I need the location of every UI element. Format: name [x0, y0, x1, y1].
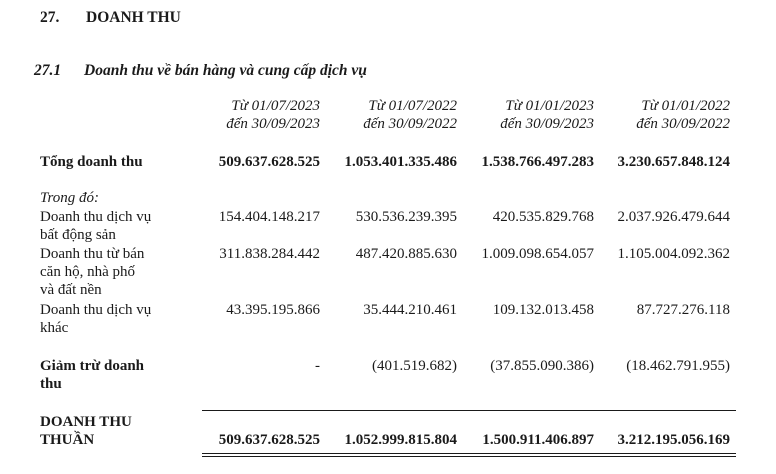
of-which-label: Trong đó: — [40, 190, 100, 206]
realestate-services-label-line2: bất động sản — [40, 227, 116, 243]
other-services-value-1: 43.395.195.866 — [226, 302, 320, 318]
net-revenue-value-4: 3.212.195.056.169 — [617, 432, 730, 448]
other-services-value-3: 109.132.013.458 — [492, 302, 594, 318]
column-header-2-line2: đến 30/09/2022 — [363, 116, 457, 132]
total-revenue-label: Tổng doanh thu — [40, 154, 143, 170]
deductions-value-3: (37.855.090.386) — [490, 358, 594, 374]
net-revenue-value-1: 509.637.628.525 — [218, 432, 320, 448]
section-number: 27. — [40, 9, 60, 26]
column-header-2-line1: Từ 01/07/2022 — [368, 98, 457, 114]
total-revenue-value-3: 1.538.766.497.283 — [481, 154, 594, 170]
net-revenue-value-3: 1.500.911.406.897 — [482, 432, 594, 448]
net-double-underline-1 — [202, 453, 736, 454]
property-sales-value-3: 1.009.098.654.057 — [481, 246, 594, 262]
realestate-services-label-line1: Doanh thu dịch vụ — [40, 209, 152, 225]
subsection-number: 27.1 — [34, 62, 62, 79]
deductions-label-line1: Giảm trừ doanh — [40, 358, 145, 374]
property-sales-value-1: 311.838.284.442 — [219, 246, 320, 262]
section-title: DOANH THU — [86, 9, 181, 26]
other-services-label-line1: Doanh thu dịch vụ — [40, 302, 152, 318]
total-revenue-value-1: 509.637.628.525 — [218, 154, 320, 170]
property-sales-value-4: 1.105.004.092.362 — [617, 246, 730, 262]
column-header-1-line1: Từ 01/07/2023 — [231, 98, 320, 114]
net-revenue-label-line1: DOANH THU — [40, 414, 132, 430]
column-header-1-line2: đến 30/09/2023 — [226, 116, 320, 132]
other-services-label-line2: khác — [40, 320, 69, 336]
deductions-value-2: (401.519.682) — [372, 358, 457, 374]
net-revenue-value-2: 1.052.999.815.804 — [344, 432, 457, 448]
property-sales-label-line2: căn hộ, nhà phố — [40, 264, 135, 280]
realestate-services-value-3: 420.535.829.768 — [492, 209, 594, 225]
net-revenue-label-line2: THUẦN — [40, 432, 95, 448]
column-header-4-line2: đến 30/09/2022 — [636, 116, 730, 132]
property-sales-value-2: 487.420.885.630 — [355, 246, 457, 262]
column-header-4-line1: Từ 01/01/2022 — [641, 98, 730, 114]
property-sales-label-line3: và đất nền — [40, 282, 102, 298]
column-header-3-line2: đến 30/09/2023 — [500, 116, 594, 132]
deductions-value-4: (18.462.791.955) — [626, 358, 730, 374]
other-services-value-2: 35.444.210.461 — [363, 302, 457, 318]
subsection-title: Doanh thu về bán hàng và cung cấp dịch vụ — [84, 62, 367, 79]
net-double-underline-2 — [202, 456, 736, 457]
other-services-value-4: 87.727.276.118 — [636, 302, 730, 318]
deductions-label-line2: thu — [40, 376, 62, 392]
deductions-value-1: - — [315, 358, 320, 374]
property-sales-label-line1: Doanh thu từ bán — [40, 246, 145, 262]
column-header-3-line1: Từ 01/01/2023 — [505, 98, 594, 114]
realestate-services-value-1: 154.404.148.217 — [218, 209, 320, 225]
realestate-services-value-2: 530.536.239.395 — [355, 209, 457, 225]
realestate-services-value-4: 2.037.926.479.644 — [617, 209, 730, 225]
total-revenue-value-4: 3.230.657.848.124 — [617, 154, 730, 170]
total-revenue-value-2: 1.053.401.335.486 — [344, 154, 457, 170]
net-top-rule — [202, 410, 736, 411]
